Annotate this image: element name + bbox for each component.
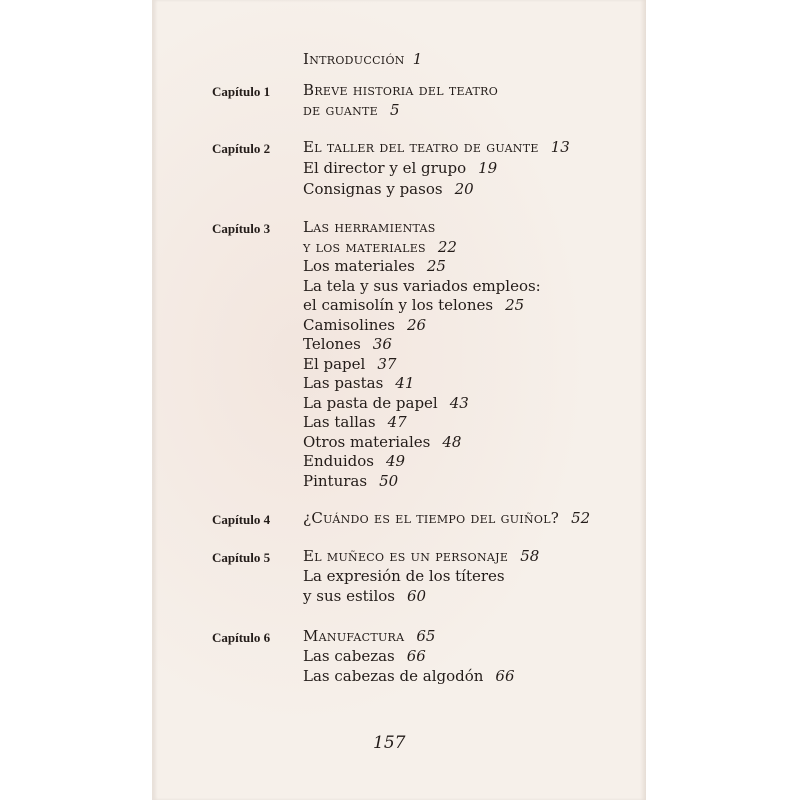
toc-page-number: 66: [406, 647, 426, 665]
toc-entry-title: Camisolines: [303, 315, 395, 334]
toc-entry-title: de guante: [303, 100, 378, 119]
toc-entry-title: y sus estilos: [303, 587, 395, 605]
toc-entry: [303, 257, 446, 277]
toc-entry-title: Introducción: [303, 50, 405, 68]
toc-entry-title: Otros materiales: [303, 432, 431, 451]
toc-page-number: 1: [412, 50, 423, 68]
chapter-label: Capítulo 1: [212, 84, 271, 99]
toc-entry-title: Los materiales: [303, 257, 415, 275]
toc-entry: [303, 316, 426, 336]
toc-entry-title: Las tallas: [303, 413, 376, 431]
toc-entry: [303, 180, 474, 200]
toc-page-number: 50: [379, 471, 399, 490]
toc-entry-title: ¿Cuándo es el tiempo del guiñol?: [303, 509, 560, 527]
toc-entry: [303, 587, 426, 607]
toc-entry: [303, 452, 405, 472]
toc-entry-title: Manufactura: [303, 627, 405, 645]
toc-entry: [303, 277, 541, 297]
toc-entry: [303, 374, 414, 394]
toc-entry-title: La tela y sus variados empleos:: [303, 276, 541, 295]
chapter-label: Capítulo 4: [212, 512, 271, 527]
chapter-label: Capítulo 3: [212, 221, 271, 236]
toc-entry-title: La pasta de papel: [303, 393, 438, 412]
chapter-label: Capítulo 2: [212, 141, 271, 156]
toc-entry-title: El muñeco es un personaje: [303, 547, 509, 565]
toc-page-number: 66: [495, 667, 515, 685]
toc-entry: [303, 81, 498, 101]
page-gutter-shadow: [152, 0, 158, 800]
toc-page-number: 25: [426, 257, 446, 275]
toc-entry-title: Enduidos: [303, 452, 375, 470]
toc-entry-introduction: [303, 50, 422, 68]
toc-entry: [303, 335, 392, 355]
toc-page-number: 65: [416, 627, 436, 645]
toc-entry: [303, 355, 396, 375]
toc-entry: [303, 159, 497, 179]
toc-entry-title: Las herramientas: [303, 218, 436, 236]
toc-entry-title: Las pastas: [303, 374, 384, 392]
toc-entry: [303, 433, 461, 453]
toc-entry-title: El director y el grupo: [303, 159, 467, 177]
toc-page-number: 37: [377, 354, 397, 373]
toc-entry: [303, 509, 590, 529]
toc-page-number: 19: [478, 159, 498, 177]
toc-entry: [303, 567, 505, 587]
toc-page-number: 41: [395, 374, 415, 392]
toc-entry: [303, 627, 435, 647]
toc-entry: [303, 413, 407, 433]
chapter-label: Capítulo 5: [212, 550, 271, 565]
toc-page-number: 49: [386, 452, 406, 470]
toc-page-number: 43: [449, 393, 469, 412]
toc-page-number: 60: [407, 587, 427, 605]
toc-entry-title: y los materiales: [303, 237, 426, 256]
toc-page-number: 52: [571, 509, 591, 527]
toc-entry: [303, 547, 539, 567]
toc-entry-title: El taller del teatro de guante: [303, 138, 539, 156]
toc-page-number: 22: [437, 237, 457, 256]
toc-entry-title: El papel: [303, 354, 366, 373]
toc-entry: [303, 394, 469, 414]
toc-page-number: 25: [505, 296, 525, 314]
toc-page-number: 5: [389, 100, 400, 119]
toc-entry: [303, 647, 426, 667]
page-folio: 157: [373, 733, 406, 753]
toc-entry: [303, 101, 400, 121]
toc-page-number: 48: [442, 432, 462, 451]
toc-entry-title: La expresión de los títeres: [303, 567, 505, 585]
toc-page-number: 13: [550, 138, 570, 156]
toc-page-number: 20: [454, 180, 474, 198]
toc-entry-title: Telones: [303, 335, 361, 353]
toc-page-number: 36: [372, 335, 392, 353]
toc-entry-title: el camisolín y los telones: [303, 296, 494, 314]
toc-entry: [303, 218, 436, 238]
toc-entry-title: Las cabezas: [303, 647, 395, 665]
toc-entry: [303, 667, 515, 687]
toc-page-number: 26: [407, 315, 427, 334]
toc-entry-title: Breve historia del teatro: [303, 81, 499, 99]
chapter-label: Capítulo 6: [212, 630, 271, 645]
toc-page-number: 47: [387, 413, 407, 431]
toc-entry-title: Las cabezas de algodón: [303, 667, 484, 685]
toc-entry-title: Pinturas: [303, 471, 368, 490]
toc-entry: [303, 296, 524, 316]
toc-entry: [303, 238, 457, 258]
toc-entry: [303, 472, 398, 492]
toc-entry: [303, 138, 570, 158]
page-edge-shadow: [640, 0, 646, 800]
toc-entry-title: Consignas y pasos: [303, 180, 443, 198]
toc-page-number: 58: [520, 547, 540, 565]
